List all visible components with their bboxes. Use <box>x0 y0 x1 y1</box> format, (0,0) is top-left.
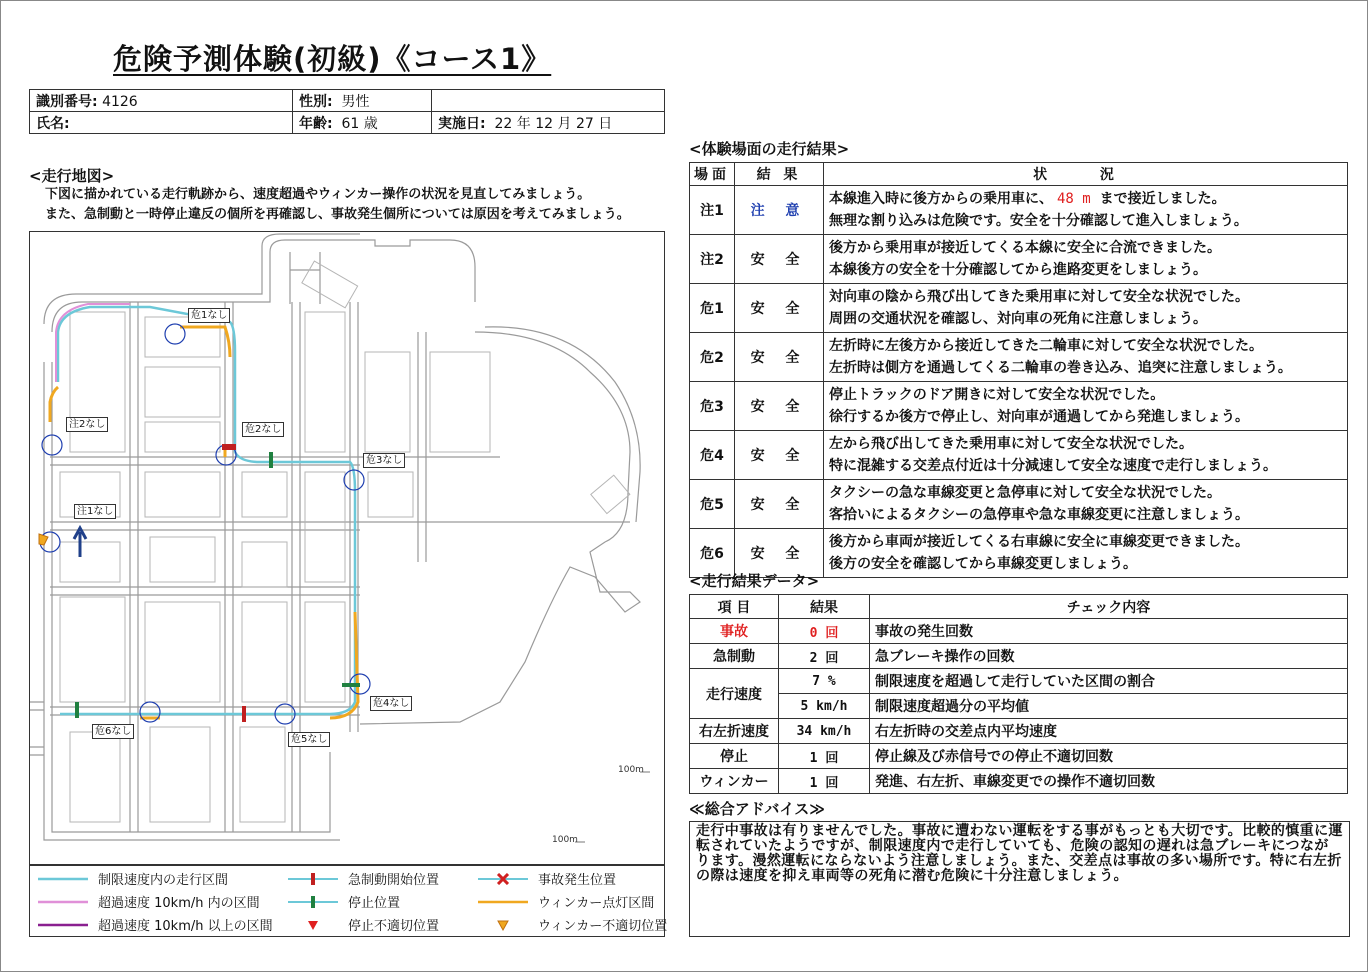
result-cell: 安 全 <box>735 529 824 578</box>
data-heading: <走行結果データ> <box>689 572 820 590</box>
legend-winker-improper-swatch <box>478 919 528 931</box>
table-row <box>690 186 1348 235</box>
situation-line2: 徐行するか後方で停止し、対向車が通過してから発進しましょう。 <box>829 409 1249 425</box>
id-value: 4126 <box>102 93 138 110</box>
brake-item: 急制動 <box>690 644 779 669</box>
situation-line2: 本線後方の安全を十分確認してから進路変更をしましょう。 <box>829 262 1207 278</box>
accident-check: 事故の発生回数 <box>870 619 1348 644</box>
situation-line1: 後方から乗用車が接近してくる本線に安全に合流できました。 <box>829 240 1221 256</box>
results-header-scene: 場面 <box>690 163 735 186</box>
situation-line1: 後方から車両が接近してくる右車線に安全に車線変更できました。 <box>829 534 1249 550</box>
winker-improper-mark <box>39 534 48 545</box>
table-row <box>690 235 1348 284</box>
scene-cell: 危1 <box>690 284 735 333</box>
legend-normal <box>38 869 228 888</box>
stop-check: 停止線及び赤信号での停止不適切回数 <box>870 744 1348 769</box>
map-description <box>45 185 630 225</box>
table-row <box>690 382 1348 431</box>
accident-value: 0 回 <box>779 619 870 644</box>
situation-cell <box>824 186 1348 235</box>
results-heading: <体験場面の走行結果> <box>689 140 850 158</box>
route-map <box>29 231 665 865</box>
situation-cell <box>824 235 1348 284</box>
map-heading: <走行地図> <box>29 167 115 185</box>
age-cell <box>293 112 432 134</box>
accident-item: 事故 <box>690 619 779 644</box>
date-label: 実施日: <box>438 115 486 132</box>
table-row <box>690 719 1348 744</box>
scene-cell: 危2 <box>690 333 735 382</box>
winker-item: ウィンカー <box>690 769 779 794</box>
table-row <box>690 619 1348 644</box>
scale-label-2: 100m <box>552 835 578 845</box>
data-header-row <box>690 595 1348 619</box>
situation-line2: 左折時は側方を通過してくる二輪車の巻き込み、追突に注意しましょう。 <box>829 360 1292 376</box>
legend-winker-improper-label: ウィンカー不適切位置 <box>538 919 668 934</box>
legend-normal-swatch <box>38 873 88 885</box>
result-cell: 安 全 <box>735 284 824 333</box>
name-label: 氏名: <box>36 115 70 132</box>
stop-value: 1 回 <box>779 744 870 769</box>
id-label: 識別番号: <box>36 93 98 110</box>
legend-stop <box>288 892 400 911</box>
label-c1: 注1なし <box>74 504 116 519</box>
info-table <box>29 89 665 134</box>
situation-line1 <box>829 188 1346 210</box>
brake-check: 急ブレーキ操作の回数 <box>870 644 1348 669</box>
label-k4: 危4なし <box>370 696 412 711</box>
legend-stop-label: 停止位置 <box>348 896 401 911</box>
legend-accident-swatch <box>478 873 528 885</box>
table-row <box>690 431 1348 480</box>
scale-label-1: 100m <box>618 765 644 775</box>
situation-line2: 特に混雑する交差点付近は十分減速して安全な速度で走行しましょう。 <box>829 458 1277 474</box>
legend-stop-improper-swatch <box>288 919 338 931</box>
legend-normal-label: 制限速度内の走行区間 <box>98 873 229 888</box>
results-header-result: 結 果 <box>735 163 824 186</box>
table-row <box>690 284 1348 333</box>
situation-line2: 後方の安全を確認してから車線変更しましょう。 <box>829 556 1137 572</box>
situation-cell <box>824 480 1348 529</box>
scene-cell: 危5 <box>690 480 735 529</box>
winker-value: 1 回 <box>779 769 870 794</box>
map-drawing <box>30 232 664 864</box>
distance-value: 48 m <box>1057 191 1091 207</box>
label-k3: 危3なし <box>363 453 405 468</box>
result-cell: 安 全 <box>735 333 824 382</box>
data-header-check: チェック内容 <box>870 595 1348 619</box>
turn-item: 右左折速度 <box>690 719 779 744</box>
table-row <box>690 669 1348 694</box>
situation-line2: 周囲の交通状況を確認し、対向車の死角に注意しましょう。 <box>829 311 1207 327</box>
winker-check: 発進、右左折、車線変更での操作不適切回数 <box>870 769 1348 794</box>
building-outlines <box>60 261 630 822</box>
legend-accident <box>478 869 616 888</box>
speed-item: 走行速度 <box>690 669 779 719</box>
situation-text: 本線進入時に後方からの乗用車に、 <box>829 191 1053 207</box>
legend-stop-swatch <box>288 896 338 908</box>
stop-item: 停止 <box>690 744 779 769</box>
sex-label: 性別: <box>299 93 333 110</box>
brake-value: 2 回 <box>779 644 870 669</box>
scene-cell: 注2 <box>690 235 735 284</box>
age-label: 年齢: <box>299 115 333 132</box>
speed-excess-value: 5 km/h <box>779 694 870 719</box>
sex-value: 男性 <box>341 93 370 110</box>
situation-line2: 客拾いによるタクシーの急停車や急な車線変更に注意しましょう。 <box>829 507 1249 523</box>
legend-brake-label: 急制動開始位置 <box>348 873 440 888</box>
result-cell: 安 全 <box>735 235 824 284</box>
results-header-situation: 状 況 <box>824 163 1348 186</box>
legend-stop-improper-label: 停止不適切位置 <box>348 919 440 934</box>
table-row <box>690 769 1348 794</box>
scene-cell: 危6 <box>690 529 735 578</box>
legend-over-small-swatch <box>38 896 88 908</box>
situation-line1: 停止トラックのドア開きに対して安全な状況でした。 <box>829 387 1165 403</box>
legend-brake <box>288 869 439 888</box>
situation-text: まで接近しました。 <box>1094 191 1226 207</box>
speed-ratio-value: 7 % <box>779 669 870 694</box>
result-cell: 安 全 <box>735 480 824 529</box>
scene-cell: 危4 <box>690 431 735 480</box>
road-outlines <box>30 234 640 840</box>
label-k5: 危5なし <box>288 732 330 747</box>
date-value: 22 年 12 月 27 日 <box>494 115 613 132</box>
stop-marks <box>75 452 360 718</box>
legend-accident-label: 事故発生位置 <box>538 873 617 888</box>
legend-brake-swatch <box>288 873 338 885</box>
table-row <box>690 644 1348 669</box>
label-k1: 危1なし <box>188 308 230 323</box>
legend-winker-swatch <box>478 896 528 908</box>
result-cell: 注 意 <box>735 186 824 235</box>
situation-line1: タクシーの急な車線変更と急停車に対して安全な状況でした。 <box>829 485 1221 501</box>
id-cell <box>30 90 293 112</box>
page-title: 危険予測体験(初級)《コース1》 <box>113 42 552 76</box>
data-header-item: 項 目 <box>690 595 779 619</box>
results-table <box>689 162 1348 578</box>
date-cell <box>432 112 665 134</box>
data-table <box>689 594 1348 794</box>
table-row <box>690 480 1348 529</box>
speed-excess-check: 制限速度超過分の平均値 <box>870 694 1348 719</box>
data-header-result: 結果 <box>779 595 870 619</box>
map-desc-line1: 下図に描かれている走行軌跡から、速度超過やウィンカー操作の状況を見直してみましょう。 <box>45 187 591 202</box>
situation-cell <box>824 431 1348 480</box>
legend-winker-label: ウィンカー点灯区間 <box>538 896 655 911</box>
table-row <box>690 744 1348 769</box>
situation-line1: 左から飛び出してきた乗用車に対して安全な状況でした。 <box>829 436 1193 452</box>
turn-check: 右左折時の交差点内平均速度 <box>870 719 1348 744</box>
advice-heading: ≪総合アドバイス≫ <box>689 800 825 818</box>
result-cell: 安 全 <box>735 431 824 480</box>
turn-value: 34 km/h <box>779 719 870 744</box>
speed-ratio-check: 制限速度を超過して走行していた区間の割合 <box>870 669 1348 694</box>
legend-over-large-swatch <box>38 919 88 931</box>
legend-winker-improper <box>478 915 667 934</box>
age-value: 61 歳 <box>341 115 378 132</box>
scene-circles <box>40 324 370 724</box>
results-header-row <box>690 163 1348 186</box>
legend-over-large <box>38 915 273 934</box>
table-row <box>690 333 1348 382</box>
situation-cell <box>824 284 1348 333</box>
situation-cell <box>824 529 1348 578</box>
scene-cell: 危3 <box>690 382 735 431</box>
legend-over-small-label: 超過速度 10km/h 内の区間 <box>98 896 260 911</box>
map-desc-line2: また、急制動と一時停止違反の個所を再確認し、事故発生個所については原因を考えてみましょう。 <box>45 207 630 222</box>
situation-cell <box>824 382 1348 431</box>
scene-cell: 注1 <box>690 186 735 235</box>
map-legend <box>29 865 668 937</box>
label-k6: 危6なし <box>92 724 134 739</box>
legend-stop-improper <box>288 915 439 934</box>
situation-line1: 左折時に左後方から接近してきた二輪車に対して安全な状況でした。 <box>829 338 1263 354</box>
empty-cell <box>432 90 665 112</box>
situation-line2: 無理な割り込みは危険です。安全を十分確認して進入しましょう。 <box>829 213 1248 229</box>
table-row <box>690 694 1348 719</box>
sex-cell <box>293 90 432 112</box>
legend-over-large-label: 超過速度 10km/h 以上の区間 <box>98 919 273 934</box>
situation-cell <box>824 333 1348 382</box>
advice-box: 走行中事故は有りませんでした。事故に遭わない運転をする事がもっとも大切です。比較的慎重に運転されていたようですが、制限速度内で走行していても、危険の認知の遅れは急ブレーキにつながります。漫然運転にならないよう注意しましょう。また、交差点は事故の多い場所です。特に右左折の際は速度を抑え車両等の死角に潜む危険に十分注意しましょう。 <box>689 821 1350 937</box>
legend-winker <box>478 892 654 911</box>
label-c2: 注2なし <box>66 417 108 432</box>
legend-over-small <box>38 892 260 911</box>
name-cell <box>30 112 293 134</box>
result-cell: 安 全 <box>735 382 824 431</box>
situation-line1: 対向車の陰から飛び出してきた乗用車に対して安全な状況でした。 <box>829 289 1249 305</box>
label-k2: 危2なし <box>242 422 284 437</box>
